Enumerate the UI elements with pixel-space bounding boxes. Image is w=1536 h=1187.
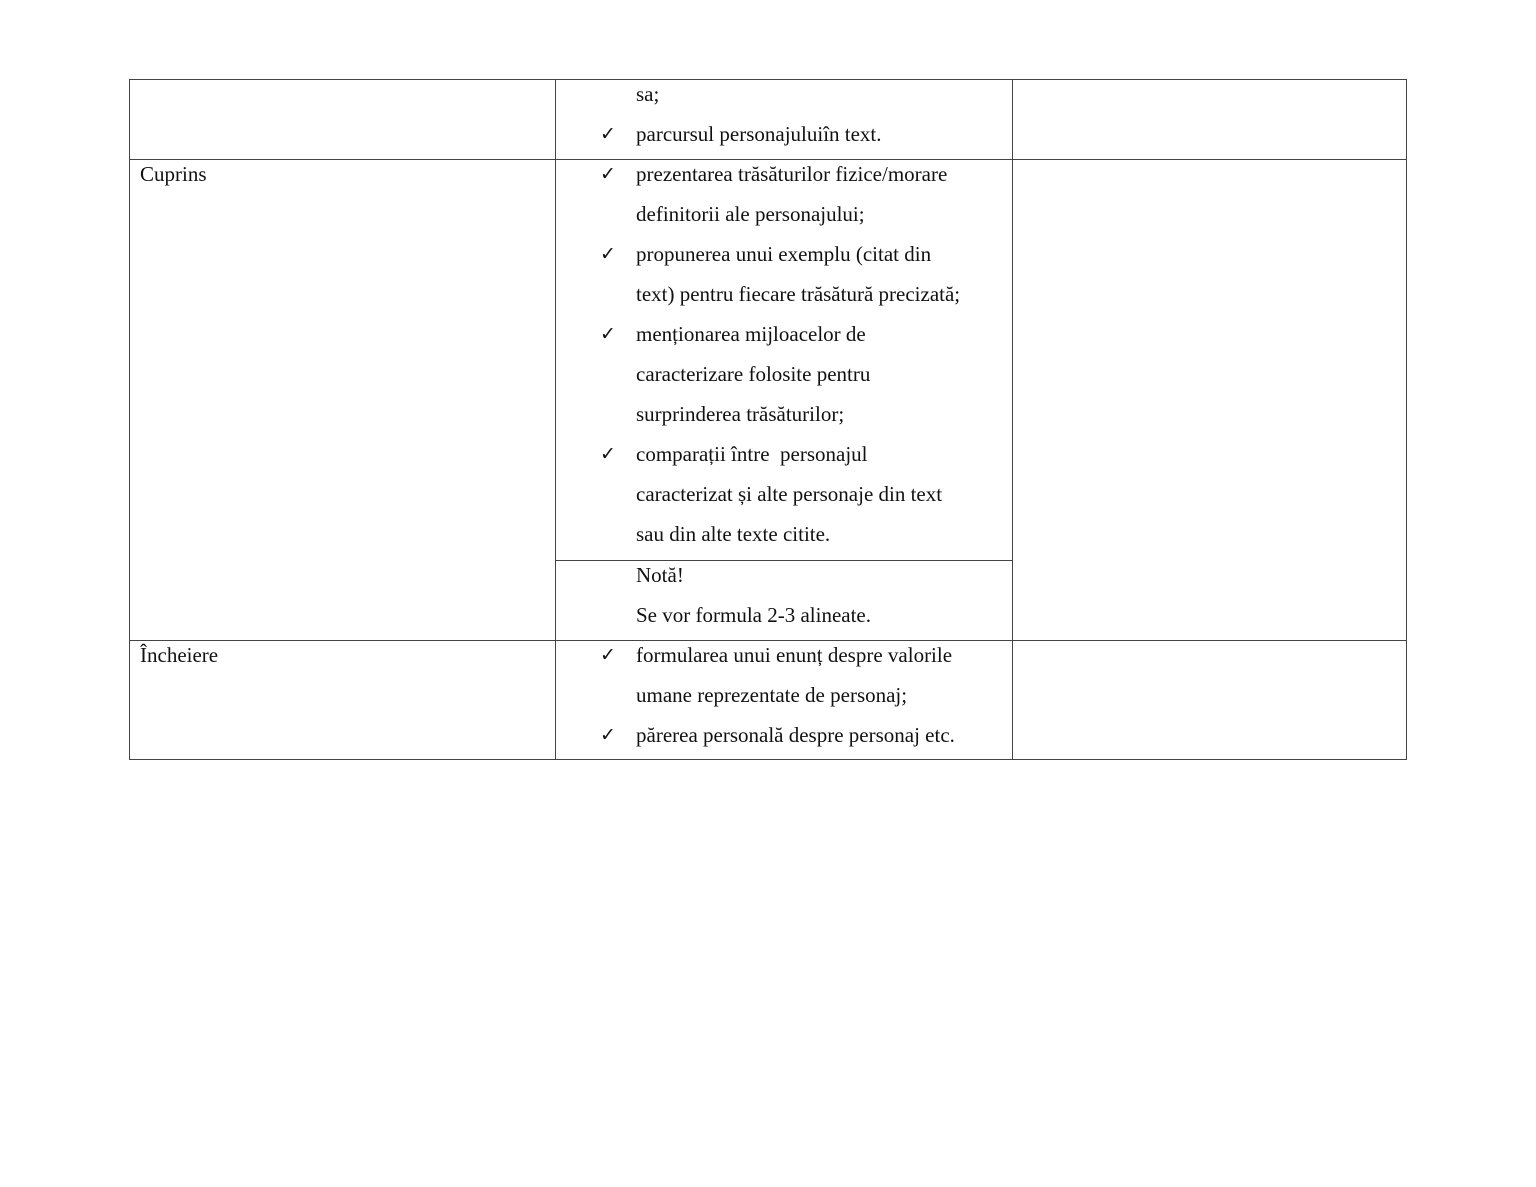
list-item-text: parcursul personajuluiîn text. [636,122,882,146]
list-item-text: text) pentru fiecare trăsătură precizată; [636,282,961,306]
list-item-text: formularea unui enunț despre valorile [636,643,953,667]
checkmark-icon: ✓ [600,644,616,666]
list-item-text: părerea personală despre personaj etc. [636,723,955,747]
checkmark-icon: ✓ [600,243,616,265]
list-item-text: surprinderea trăsăturilor; [636,402,845,426]
section-label-incheiere: Încheiere [140,643,219,667]
column-divider [555,79,556,760]
list-item-text: propunerea unui exemplu (citat din [636,242,932,266]
list-item-text: sa; [636,82,660,106]
section-label-cuprins: Cuprins [140,162,207,186]
checkmark-icon: ✓ [600,724,616,746]
list-item-text: sau din alte texte citite. [636,522,831,546]
checkmark-icon: ✓ [600,123,616,145]
list-item-text: umane reprezentate de personaj; [636,683,908,707]
list-item-text: menționarea mijloacelor de [636,322,866,346]
column-divider [1012,79,1013,760]
note-divider [555,560,1012,561]
checkmark-icon: ✓ [600,163,616,185]
list-item-text: comparații între personajul [636,442,868,466]
list-item-text: definitorii ale personajului; [636,202,865,226]
list-item-text: prezentarea trăsăturilor fizice/morare [636,162,948,186]
note-text: Se vor formula 2-3 alineate. [636,603,871,627]
checkmark-icon: ✓ [600,443,616,465]
list-item-text: caracterizare folosite pentru [636,362,871,386]
checkmark-icon: ✓ [600,323,616,345]
note-title: Notă! [636,563,684,587]
list-item-text: caracterizat și alte personaje din text [636,482,943,506]
